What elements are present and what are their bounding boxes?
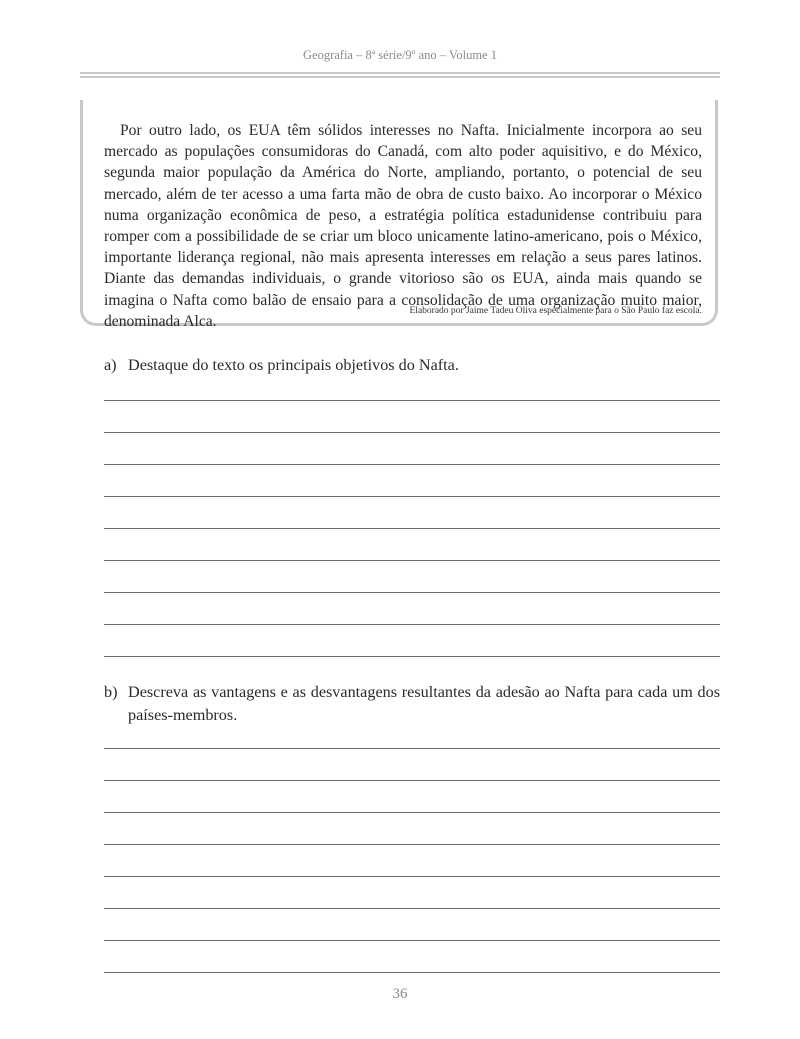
answer-line[interactable] xyxy=(104,908,720,909)
running-header: Geografia – 8ª série/9º ano – Volume 1 xyxy=(303,48,497,62)
answer-line[interactable] xyxy=(104,592,720,593)
answer-line[interactable] xyxy=(104,624,720,625)
question-b-text: Descreva as vantagens e as desvantagens resultantes da adesão ao Nafta para cada um dos países-membros. xyxy=(128,683,720,724)
answer-line[interactable] xyxy=(104,496,720,497)
answer-line[interactable] xyxy=(104,560,720,561)
question-b-marker: b) xyxy=(104,683,118,701)
answer-line[interactable] xyxy=(104,972,720,973)
answer-line[interactable] xyxy=(104,780,720,781)
question-a-marker: a) xyxy=(104,356,117,374)
answer-line[interactable] xyxy=(104,656,720,657)
answer-line[interactable] xyxy=(104,464,720,465)
answer-line[interactable] xyxy=(104,812,720,813)
excerpt-text xyxy=(104,120,702,332)
excerpt-paragraph: Por outro lado, os EUA têm sólidos interesses no Nafta. Inicialmente incorpora ao seu mercado as populações consumidoras do Canadá, com alto poder aquisitivo, e do México, segunda maior população da América do Norte, ampliando, portanto, o potencial de seu mercado, além de ter acesso a uma farta mão de obra de custo baixo. Ao incorporar o México numa organização econômica de peso, a estratégia política estadunidense contribuiu para romper com a possibilidade de se criar um bloco unicamente latino-americano, pois o México, importante liderança regional, não mais apresenta interesses em relação a seus pares latinos. Diante das demandas individuais, o grande vitorioso são os EUA, ainda mais quando se imagina o Nafta como balão de ensaio para a consolidação de uma organização muito maior, denominada Alca. xyxy=(104,122,702,330)
answer-line[interactable] xyxy=(104,432,720,433)
answer-line[interactable] xyxy=(104,748,720,749)
answer-line[interactable] xyxy=(104,940,720,941)
page-number: 36 xyxy=(392,986,408,1002)
question-a xyxy=(104,354,720,377)
answer-line[interactable] xyxy=(104,528,720,529)
header-rule xyxy=(80,72,720,78)
excerpt-credit: Elaborado por Jaime Tadeu Oliva especialmente para o São Paulo faz escola. xyxy=(409,306,702,316)
question-a-text: Destaque do texto os principais objetivos do Nafta. xyxy=(128,356,459,374)
answer-line[interactable] xyxy=(104,876,720,877)
answer-line[interactable] xyxy=(104,400,720,401)
answer-line[interactable] xyxy=(104,844,720,845)
question-b xyxy=(104,681,720,727)
